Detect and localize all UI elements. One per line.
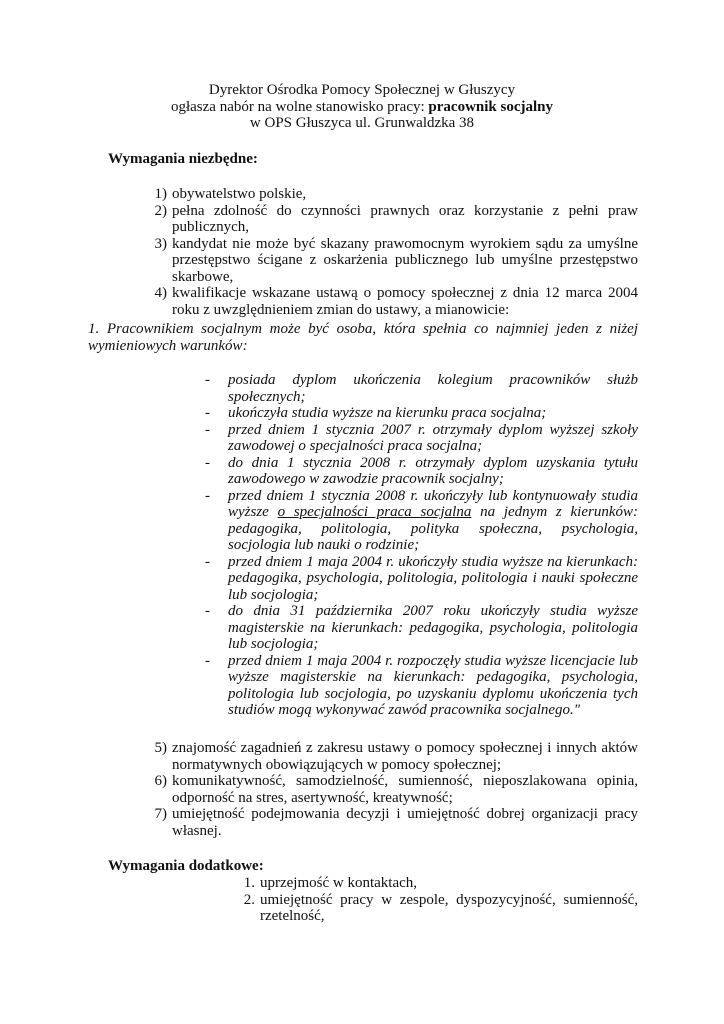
list-item xyxy=(200,455,638,488)
header-line-2-prefix: ogłasza nabór na wolne stanowisko pracy: xyxy=(170,98,429,115)
item-number: 7) xyxy=(154,806,167,822)
announcement-header xyxy=(0,82,724,132)
conditions-intro: 1. Pracownikiem socjalnym może być osoba, która spełnia co najmniej jeden z niżej wymieniowych warunków: xyxy=(88,321,638,354)
dash-marker: - xyxy=(205,603,210,619)
required-section-title: Wymagania niezbędne: xyxy=(108,151,258,167)
condition-text: posiada dyplom ukończenia kolegium pracowników służb społecznych; xyxy=(228,372,638,405)
list-item xyxy=(200,603,638,653)
list-item xyxy=(136,806,638,839)
conditions-list xyxy=(200,372,638,719)
list-item xyxy=(200,653,638,719)
item-text: obywatelstwo polskie, xyxy=(172,186,307,202)
item-number: 2) xyxy=(154,202,167,219)
item-number: 5) xyxy=(154,740,167,756)
item-number: 1. xyxy=(243,875,255,891)
item-text: kwalifikacje wskazane ustawą o pomocy społecznej z dnia 12 marca 2004 roku z uwzględnieniem zmian do ustawy, a mianowicie: xyxy=(172,285,638,318)
required-list-b xyxy=(136,740,638,839)
list-item xyxy=(226,892,638,925)
condition-text: do dnia 31 października 2007 roku ukończyły studia wyższe magisterskie na kierunkach: pedagogika, psychologia, politologia lub socjologia; xyxy=(228,603,638,652)
item-number: 6) xyxy=(154,773,167,789)
list-item xyxy=(136,186,638,203)
dash-marker: - xyxy=(205,372,210,388)
dash-marker: - xyxy=(205,553,210,570)
header-line-1: Dyrektor Ośrodka Pomocy Społecznej w Głuszycy xyxy=(208,82,516,98)
condition-text: przed dniem 1 stycznia 2007 r. otrzymały dyplom wyższej szkoły zawodowej o specjalności praca socjalna; xyxy=(228,421,638,454)
condition-text: ukończyła studia wyższe na kierunku praca socjalna; xyxy=(228,405,547,421)
list-item xyxy=(200,405,638,422)
item-text: umiejętność pracy w zespole, dyspozycyjność, sumienność, rzetelność, xyxy=(260,891,638,924)
header-line-3: w OPS Głuszyca ul. Grunwaldzka 38 xyxy=(249,115,475,131)
list-item xyxy=(136,236,638,286)
additional-section-title: Wymagania dodatkowe: xyxy=(108,858,264,874)
item-text: kandydat nie może być skazany prawomocnym wyrokiem sądu za umyślne przestępstwo ścigane z oskarżenia publicznego lub umyślne przestępstwo skarbowe, xyxy=(172,235,638,285)
list-item xyxy=(200,372,638,405)
item-text: znajomość zagadnień z zakresu ustawy o pomocy społecznej i innych aktów normatywnych obowiązujących w pomocy społecznej; xyxy=(172,740,638,773)
condition-text-end: na jednym z kierunków: pedagogika, politologia, polityka społeczna, psychologia, socjologia lub nauki o rodzinie; xyxy=(228,504,638,553)
condition-text: do dnia 1 stycznia 2008 r. otrzymały dyplom uzyskania tytułu zawodowego w zawodzie pracownik socjalny; xyxy=(228,454,638,487)
condition-text: przed dniem 1 maja 2004 r. ukończyły studia wyższe na kierunkach: pedagogika, psychologia, politologia, politologia i nauki społeczne lub socjologia; xyxy=(228,553,638,603)
list-item xyxy=(136,203,638,236)
list-item xyxy=(200,488,638,554)
list-item xyxy=(200,422,638,455)
condition-text xyxy=(228,488,638,554)
item-number: 4) xyxy=(154,285,167,301)
dash-marker: - xyxy=(205,454,210,471)
list-item xyxy=(136,773,638,806)
condition-text: przed dniem 1 maja 2004 r. rozpoczęły studia wyższe licencjacie lub wyższe magisterskie na kierunkach: pedagogika, psychologia, politologia lub socjologia, po uzyskaniu dyplomu ukończenia tych studiów mogą wykonywać zawód pracownika socjalnego." xyxy=(228,652,638,718)
item-text: umiejętność podejmowania decyzji i umiejętność dobrej organizacji pracy własnej. xyxy=(172,806,638,839)
list-item xyxy=(136,285,638,318)
list-item xyxy=(200,554,638,604)
item-text: uprzejmość w kontaktach, xyxy=(260,875,418,891)
item-number: 3) xyxy=(154,235,167,252)
dash-marker: - xyxy=(205,421,210,438)
list-item xyxy=(226,875,638,892)
position-title: pracownik socjalny xyxy=(428,98,554,115)
header-line-2 xyxy=(0,99,724,116)
item-number: 2. xyxy=(243,891,255,908)
condition-text-start: przed dniem 1 stycznia 2008 r. ukończyły lub kontynuowały studia wyższe xyxy=(228,487,638,520)
required-list-a xyxy=(136,186,638,318)
list-item xyxy=(136,740,638,773)
item-text: pełna zdolność do czynności prawnych oraz korzystanie z pełni praw publicznych, xyxy=(172,202,638,235)
dash-marker: - xyxy=(205,652,210,669)
item-text: komunikatywność, samodzielność, sumienność, nieposzlakowana opinia, odporność na stres, asertywność, kreatywność; xyxy=(172,773,638,806)
dash-marker: - xyxy=(205,405,210,421)
item-number: 1) xyxy=(154,186,167,202)
dash-marker: - xyxy=(205,487,210,504)
additional-list xyxy=(226,875,638,925)
underlined-specialty: o specjalności praca socjalna xyxy=(277,504,472,520)
